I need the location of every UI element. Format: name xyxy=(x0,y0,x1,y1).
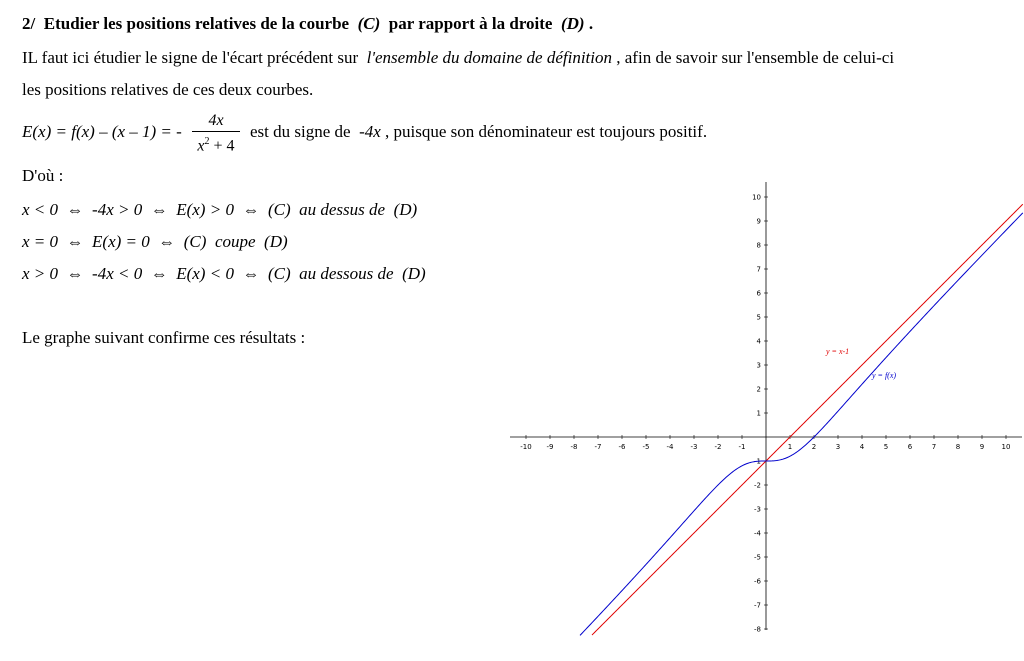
equiv-arrow: ⇔ xyxy=(158,232,176,251)
paragraph-line-2: les positions relatives de ces deux courbes. xyxy=(22,80,314,99)
y-tick-label: 7 xyxy=(756,265,761,274)
case-line: (D) xyxy=(393,200,418,219)
heading-text-2: par rapport à la droite xyxy=(388,14,553,33)
paragraph-b: , afin de savoir sur l'ensemble de celui-ci xyxy=(616,48,895,67)
y-tick-label: 10 xyxy=(752,193,761,202)
y-tick-label: -1 xyxy=(754,457,761,466)
denominator-exponent: 2 xyxy=(204,136,210,147)
case-e: E(x) < 0 xyxy=(176,264,234,283)
x-tick-label: -6 xyxy=(618,443,626,451)
y-tick-label: 2 xyxy=(756,385,761,394)
function-graph xyxy=(500,176,1024,636)
equation-rest-b: , puisque son dénominateur est toujours positif. xyxy=(385,122,708,141)
x-tick-label: 1 xyxy=(787,443,793,451)
denominator-base: x xyxy=(197,137,205,155)
equation-lhs: E(x) = f(x) – (x – 1) = - xyxy=(22,122,182,141)
x-tick-label: 3 xyxy=(835,443,841,451)
x-tick-label: 9 xyxy=(979,443,985,451)
y-tick-label: 8 xyxy=(756,241,761,250)
y-tick-label: 3 xyxy=(756,361,761,370)
y-tick-label: -3 xyxy=(754,505,761,514)
case-row-zero xyxy=(22,232,288,252)
equiv-arrow: ⇔ xyxy=(242,264,260,283)
y-tick-label: -6 xyxy=(754,577,761,586)
y-tick-label: -2 xyxy=(754,481,761,490)
denominator-tail: + 4 xyxy=(209,137,235,155)
case-curve: (C) xyxy=(267,264,291,283)
case-line: (D) xyxy=(264,232,288,251)
x-tick-label: -9 xyxy=(546,443,554,451)
x-tick-label: 7 xyxy=(931,443,937,451)
equiv-arrow: ⇔ xyxy=(66,200,84,219)
curve-series-f xyxy=(580,213,1023,636)
equation-fraction xyxy=(192,112,240,156)
section-heading xyxy=(22,14,593,34)
y-tick-label: 6 xyxy=(756,289,761,298)
x-tick-label: -1 xyxy=(738,443,746,451)
equiv-arrow: ⇔ xyxy=(66,232,84,251)
fraction-numerator: 4x xyxy=(192,112,240,132)
equiv-arrow: ⇔ xyxy=(66,264,84,283)
fraction-denominator xyxy=(192,132,240,156)
equation-rest-a: est du signe de xyxy=(250,122,351,141)
case-position: au dessus de xyxy=(299,200,386,219)
y-tick-label: -4 xyxy=(754,529,761,538)
equiv-arrow: ⇔ xyxy=(150,200,168,219)
y-tick-label: -7 xyxy=(754,601,761,610)
y-tick-label: 1 xyxy=(756,409,761,418)
line-series-y-x-1 xyxy=(592,204,1023,635)
x-tick-label: -3 xyxy=(690,443,698,451)
y-tick-label: -8 xyxy=(754,625,761,634)
x-tick-label: 6 xyxy=(907,443,913,451)
x-tick-label: -10 xyxy=(520,443,532,451)
heading-line-d: (D) xyxy=(560,14,585,33)
x-tick-label: -4 xyxy=(666,443,674,451)
case-row-positive xyxy=(22,264,426,284)
equation-rest xyxy=(250,122,707,142)
confirm-text: Le graphe suivant confirme ces résultats : xyxy=(22,328,306,347)
case-cond: x = 0 xyxy=(22,232,59,251)
x-tick-label: 8 xyxy=(955,443,961,451)
y-tick-label: -5 xyxy=(754,553,761,562)
x-tick-label: -7 xyxy=(594,443,602,451)
case-curve: (C) xyxy=(183,232,207,251)
paragraph-italic: l'ensemble du domaine de définition xyxy=(366,48,613,67)
x-tick-label: 2 xyxy=(811,443,817,451)
case-line: (D) xyxy=(402,264,426,283)
case-sign: -4x > 0 xyxy=(92,200,143,219)
x-tick-label: -5 xyxy=(642,443,650,451)
case-e: E(x) = 0 xyxy=(92,232,150,251)
heading-number: 2/ xyxy=(22,14,36,33)
x-tick-label: -2 xyxy=(714,443,722,451)
heading-text-1: Etudier les positions relatives de la courbe xyxy=(43,14,350,33)
x-tick-label: 5 xyxy=(883,443,889,451)
series-label-curve: y = f(x) xyxy=(872,371,897,380)
y-tick-label: 9 xyxy=(756,217,761,226)
equation-rest-expr: -4x xyxy=(359,122,381,141)
series-label-line: y = x-1 xyxy=(826,347,850,356)
case-cond: x < 0 xyxy=(22,200,59,219)
case-sign: -4x < 0 xyxy=(92,264,143,283)
paragraph-line-1 xyxy=(22,48,894,68)
paragraph-a: IL faut ici étudier le signe de l'écart précédent sur xyxy=(22,48,359,67)
heading-end: . xyxy=(588,14,594,33)
x-tick-label: -8 xyxy=(570,443,578,451)
case-position: au dessous de xyxy=(299,264,394,283)
case-curve: (C) xyxy=(267,200,291,219)
x-tick-label: 4 xyxy=(859,443,865,451)
donc-label: D'où : xyxy=(22,166,64,185)
case-row-negative xyxy=(22,200,417,220)
equiv-arrow: ⇔ xyxy=(242,200,260,219)
x-tick-label: 10 xyxy=(1001,443,1011,451)
case-e: E(x) > 0 xyxy=(176,200,234,219)
y-tick-label: 4 xyxy=(756,337,761,346)
case-cond: x > 0 xyxy=(22,264,59,283)
equiv-arrow: ⇔ xyxy=(150,264,168,283)
heading-curve-c: (C) xyxy=(357,14,381,33)
y-tick-label: 5 xyxy=(756,313,761,322)
case-position: coupe xyxy=(214,232,256,251)
